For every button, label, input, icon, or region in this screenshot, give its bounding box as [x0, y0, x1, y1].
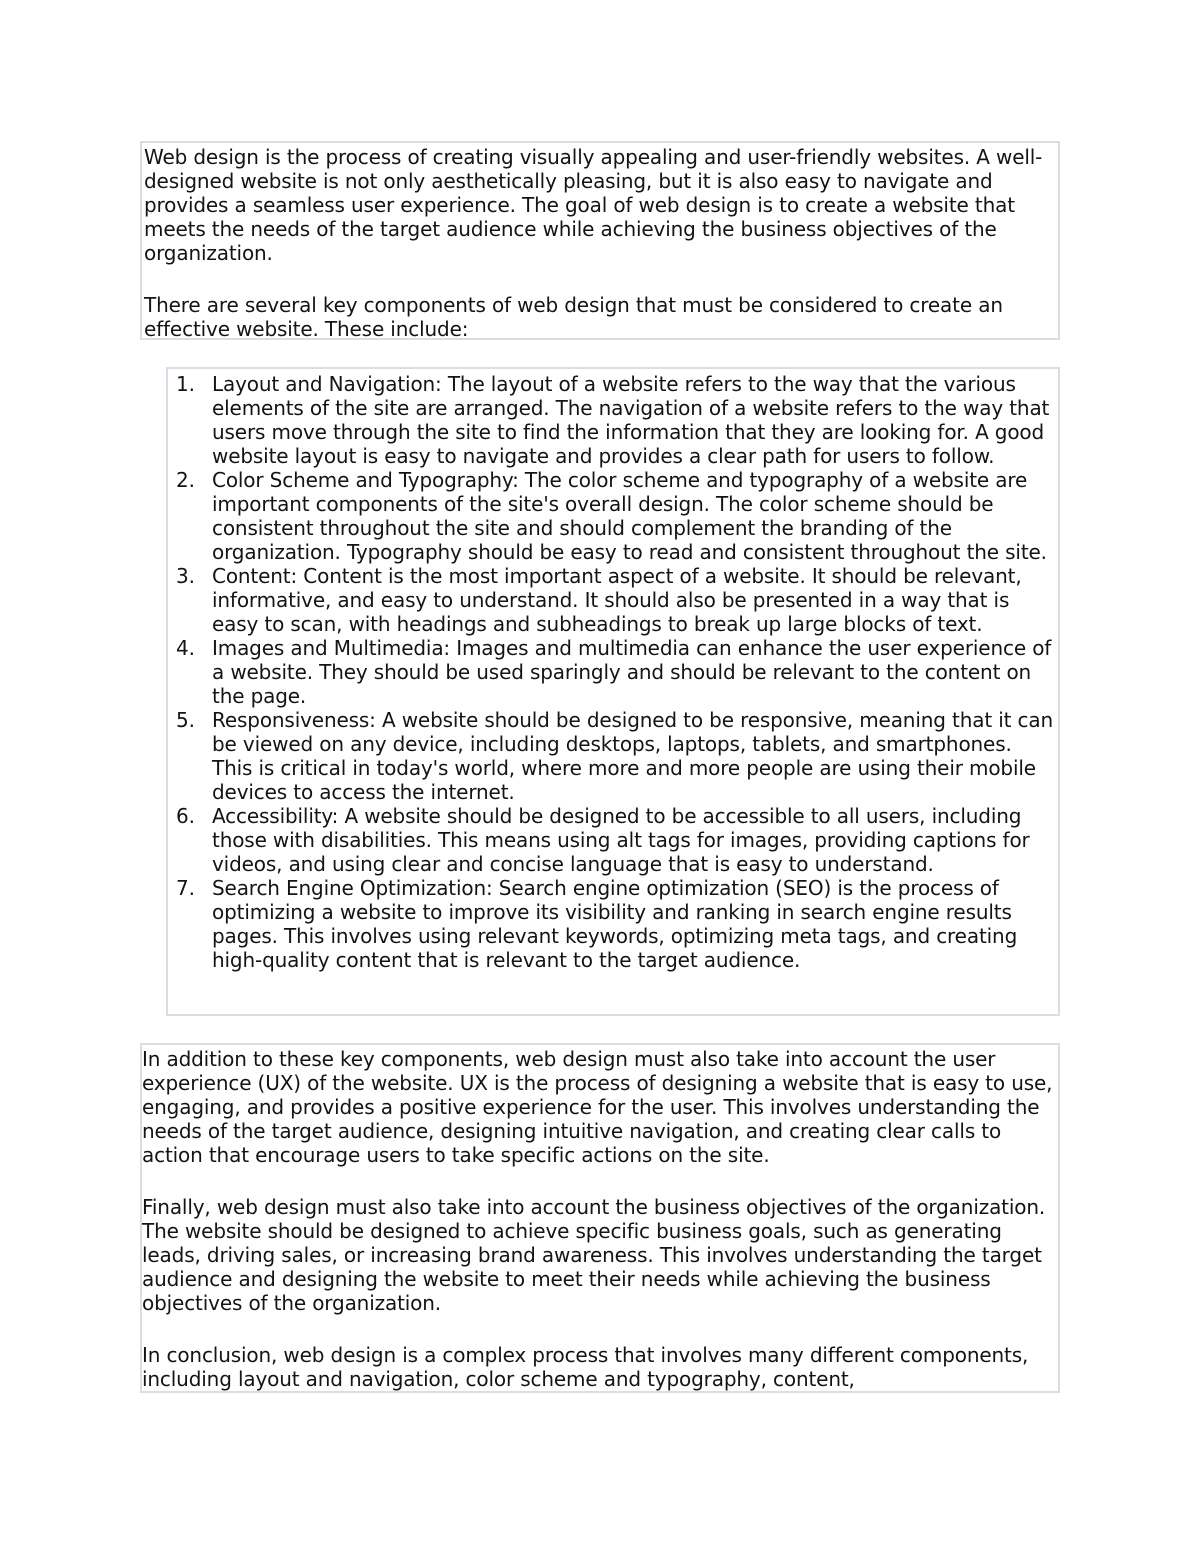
list-item — [168, 804, 1056, 876]
components-list-block — [166, 367, 1060, 1016]
list-item-text: Accessibility: A website should be designed to be accessible to all users, including those with disabilities. This means using alt tags for images, providing captions for videos, and using clear and concise language that is easy to understand. — [212, 804, 1030, 876]
list-item-number: 1. — [176, 372, 195, 396]
list-item — [168, 636, 1056, 708]
list-item — [168, 876, 1056, 972]
list-item — [168, 564, 1056, 636]
list-item-number: 3. — [176, 564, 195, 588]
list-item-number: 5. — [176, 708, 195, 732]
outro-text-block — [140, 1043, 1060, 1393]
intro-text-block — [140, 141, 1060, 340]
list-item — [168, 708, 1056, 804]
list-item-text: Content: Content is the most important aspect of a website. It should be relevant, informative, and easy to understand. It should also be presented in a way that is easy to scan, with headings and subheadings to break up large blocks of text. — [212, 564, 1022, 636]
list-item-text: Color Scheme and Typography: The color scheme and typography of a website are important components of the site's overall design. The color scheme should be consistent throughout the site and should complement the branding of the organization. Typography should be easy to read and consistent throughout the site. — [212, 468, 1047, 564]
list-item — [168, 468, 1056, 564]
list-item-text: Responsiveness: A website should be designed to be responsive, meaning that it can be viewed on any device, including desktops, laptops, tablets, and smartphones. This is critical in today's world, where more and more people are using their mobile devices to access the internet. — [212, 708, 1054, 804]
list-item-number: 2. — [176, 468, 195, 492]
list-item-number: 6. — [176, 804, 195, 828]
list-item-text: Layout and Navigation: The layout of a website refers to the way that the various elements of the site are arranged. The navigation of a website refers to the way that users move through the site to find the information that they are looking for. A good website layout is easy to navigate and provides a clear path for users to follow. — [212, 372, 1050, 468]
outro-paragraph-conclusion: In conclusion, web design is a complex process that involves many different components, including layout and navigation, color scheme and typography, content, — [142, 1343, 1029, 1391]
list-item-text: Images and Multimedia: Images and multimedia can enhance the user experience of a website. They should be used sparingly and should be relevant to the content on the page. — [212, 636, 1052, 708]
key-components-list — [168, 372, 1056, 972]
outro-paragraph-user-experience: In addition to these key components, web design must also take into account the user experience (UX) of the website. UX is the process of designing a website that is easy to use, engaging, and provides a positive experience for the user. This involves understanding the needs of the target audience, designing intuitive navigation, and creating clear calls to action that encourage users to take specific actions on the site. — [142, 1047, 1053, 1167]
list-item — [168, 372, 1056, 468]
list-item-number: 4. — [176, 636, 195, 660]
list-item-text: Search Engine Optimization: Search engine optimization (SEO) is the process of optimizing a website to improve its visibility and ranking in search engine results pages. This involves using relevant keywords, optimizing meta tags, and creating high-quality content that is relevant to the target audience. — [212, 876, 1018, 972]
list-item-number: 7. — [176, 876, 195, 900]
outro-paragraph-business-objectives: Finally, web design must also take into account the business objectives of the organization. The website should be designed to achieve specific business goals, such as generating leads, driving sales, or increasing brand awareness. This involves understanding the target audience and designing the website to meet their needs while achieving the business objectives of the organization. — [142, 1195, 1046, 1315]
intro-paragraph-definition: Web design is the process of creating visually appealing and user-friendly websites. A well-designed website is not only aesthetically pleasing, but it is also easy to navigate and provides a seamless user experience. The goal of web design is to create a website that meets the needs of the target audience while achieving the business objectives of the organization. — [144, 145, 1043, 265]
intro-paragraph-components-lead: There are several key components of web design that must be considered to create an effective website. These include: — [144, 293, 1003, 341]
